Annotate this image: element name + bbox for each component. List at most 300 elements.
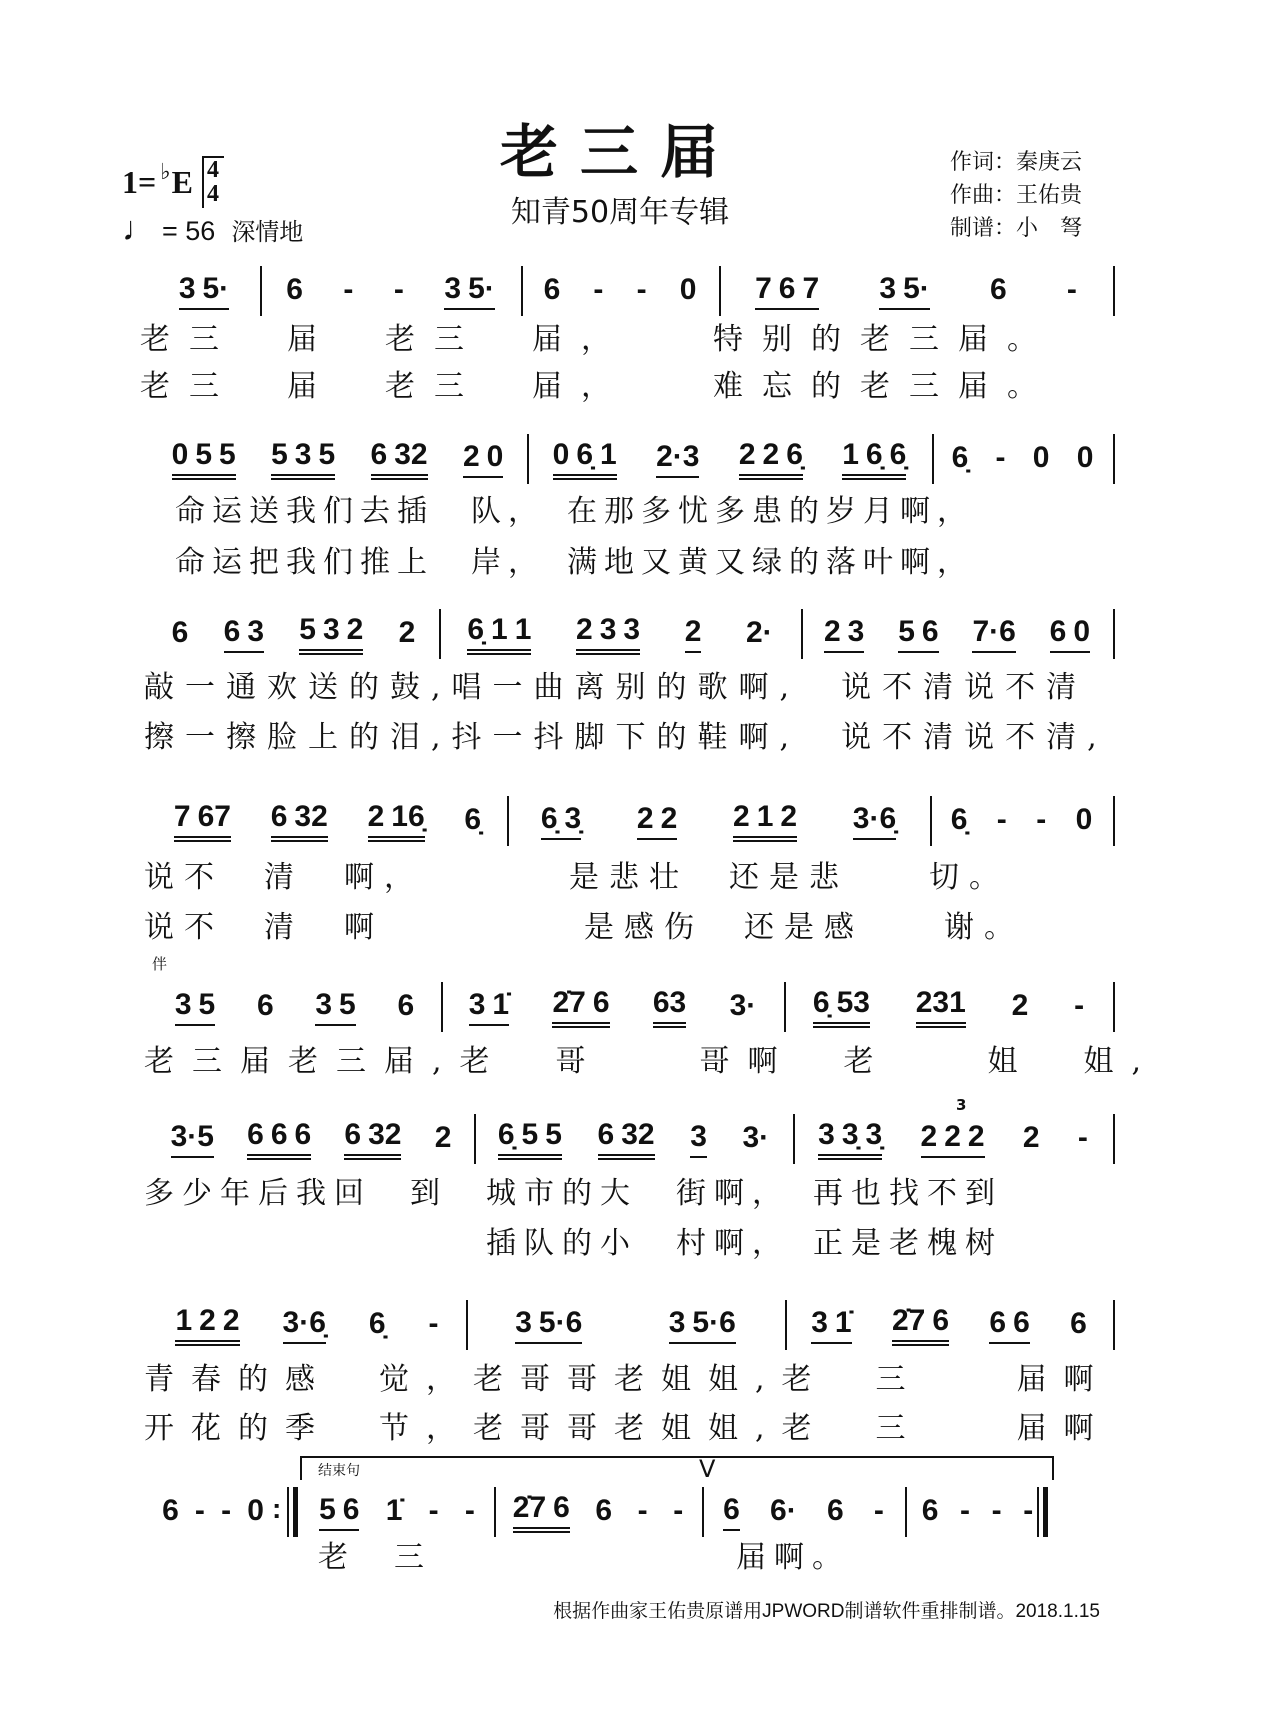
note: 2 [823,614,841,648]
note: 231 [915,985,966,1019]
note: 5· [202,271,230,305]
credit-arranger [950,212,1082,245]
note: 3· [742,1120,770,1154]
key-signature [122,158,219,206]
measure [507,798,930,844]
note-group [1076,804,1093,839]
note: 3 [178,271,196,305]
note: 5·6 [538,1305,583,1339]
note: 2 [944,1119,961,1153]
note: 2 [636,801,654,835]
note: 2 [462,439,480,473]
measure [702,1489,905,1535]
note: 7 [802,271,820,305]
beamed-note-group [972,616,1015,653]
beamed-note-group [553,439,617,480]
dash-extension: - [393,272,404,306]
note: 32 [621,1117,655,1151]
barline [1113,982,1115,1032]
dash-extension: - [194,1493,205,1527]
credit-name: 小 弩 [1016,216,1083,241]
note-group [1074,990,1084,1025]
note: 1 [600,437,617,471]
dash-extension: - [873,1493,884,1527]
beamed-note-group [299,614,363,655]
note: 0 [486,439,504,473]
credit-composer [950,179,1082,212]
beamed-note-group [842,439,906,480]
note: 5 [198,987,216,1021]
note-group [1067,274,1077,309]
note-group [429,1308,439,1343]
breath-mark: V [699,1455,716,1483]
note: 32 [394,437,428,471]
beamed-note-group [271,439,335,480]
note: 6 [1049,614,1067,648]
note: 1 [491,612,508,646]
barline [1113,609,1115,659]
lyric-line: 老三 届 老三 届， 特别的老三届。 [140,322,1056,357]
note: 3 [315,987,333,1021]
note: 6 [723,1492,740,1526]
ending-bracket [300,1456,1054,1480]
note: 6̣ [812,985,830,1019]
note: 5 [898,614,915,648]
note-group [593,274,603,309]
beamed-note-group [247,1119,311,1160]
note: 3 [879,271,897,305]
beamed-note-group [319,1494,359,1531]
lyric-line: 说不 清 啊， 是悲壮 还是悲 切。 [144,860,1009,895]
note-group [162,1495,179,1530]
note: 6 [256,988,274,1022]
note: 3 [811,1305,828,1339]
measure [527,436,932,482]
measure [474,1116,793,1162]
barline [1113,796,1115,846]
measure [930,798,1113,844]
note: 7·6 [972,614,1016,648]
accompaniment-label: 伴 [152,955,168,973]
lyric-line: 命运把我们推上 岸， 满地又黄又绿的落叶啊， [175,545,974,580]
lyric-line: 青春的感 觉，老哥哥老姐姐,老 三 届啊 [144,1362,1111,1397]
note: 6 [921,614,939,648]
subtitle: 知青50周年专辑 [510,195,730,230]
note: 6 [595,1493,613,1527]
barline [287,1487,289,1537]
beamed-note-group [898,616,938,653]
beamed-note-group [172,439,236,480]
note-group [343,274,353,309]
lyric-line: 老 三 届啊。 [318,1540,850,1575]
note: 5 [318,437,336,471]
note: 6· [770,1493,797,1527]
measure [148,611,439,657]
note: 6 [989,1305,1007,1339]
note-group [435,1122,452,1157]
note-group [992,1495,1002,1530]
note-group [996,442,1006,477]
measure [148,1489,278,1535]
note: 6 [592,985,610,1019]
note: 6 [921,1493,939,1527]
beamed-note-group [515,1307,582,1344]
note: 2 [576,612,593,646]
beamed-note-group [224,616,264,653]
lyric-line: 多少年后我回 到 城市的大 街啊， 再也找不到 [144,1176,1003,1211]
beamed-note-group [811,1307,851,1344]
dash-extension: - [1077,1120,1088,1154]
note: 2 [780,799,798,833]
note: 7 [173,799,191,833]
note: 63 [652,985,687,1019]
note: 6 [247,1117,264,1151]
note: 32 [294,799,328,833]
triplet-mark: 3 [956,1096,967,1114]
credit-name: 王佑贵 [1016,183,1083,208]
note: 3 [515,1305,532,1339]
note: 0 [171,437,189,471]
beamed-note-group [344,1119,401,1160]
note-group [247,1495,264,1530]
note-group [394,274,404,309]
beamed-note-group [824,616,864,653]
note: 1̇ [492,987,510,1021]
note: 3 [294,437,312,471]
dash-extension: - [960,1493,971,1527]
note: 6 [1013,1305,1030,1339]
flat-icon: ♭ [160,159,171,184]
staff-system [0,1302,1272,1348]
credit-label: 作词： [950,150,1017,175]
note: 2 [1011,988,1029,1022]
note: 6̣ [889,437,907,471]
note: 5 [271,437,288,471]
dash-extension: - [221,1493,232,1527]
beamed-note-group [175,989,215,1026]
note: 2 [920,1119,938,1153]
note: 2 [738,437,756,471]
beamed-note-group [174,801,231,842]
note: 6 [597,1117,615,1151]
measure [801,611,1113,657]
note: 6 [553,1490,570,1524]
dash-extension: - [464,1493,475,1527]
note: 6̣ [786,437,803,471]
note: 6̣ [540,801,558,835]
measure [148,1116,474,1162]
note-group [386,1495,403,1530]
note: 6 [223,614,241,648]
note-group [397,990,414,1025]
note: 2·3 [656,439,700,473]
dash-extension: - [1066,272,1077,306]
note: 53 [836,985,870,1019]
note: 2̇7 [512,1490,547,1524]
repeat-dots: : [272,1493,282,1524]
dash-extension: - [637,1493,648,1527]
beamed-note-group [690,1121,707,1158]
beamed-note-group [921,1121,985,1158]
beamed-note-group [892,1305,949,1346]
lyric-line: 老三 届 老三 届， 难忘的老三届。 [140,369,1056,404]
beamed-note-group [368,801,425,842]
note-group [1012,990,1029,1025]
note: 2 [684,614,702,648]
beamed-note-group [916,987,966,1028]
note: 5 [545,1117,562,1151]
beamed-note-group [175,1305,239,1346]
note-group [951,804,968,839]
note: 5· [903,271,930,305]
note-group [1070,1308,1087,1343]
beamed-note-group [1050,616,1090,653]
note: 0 [1075,802,1093,836]
measure [300,1489,494,1535]
note: 5· [468,271,495,305]
note-group [680,274,697,309]
measure [466,1302,785,1348]
note: 2 [434,1120,452,1154]
note-group [429,1495,439,1530]
beamed-note-group [498,1119,562,1160]
note: 2 [1022,1120,1040,1154]
note: 0 [1076,440,1094,474]
note: 6 [543,272,561,306]
beamed-note-group [755,273,819,310]
note: 3 [468,987,486,1021]
time-bottom: 4 [206,181,219,207]
dash-extension: - [996,802,1007,836]
staff-system [0,1116,1272,1162]
credit-name: 秦庚云 [1016,150,1083,175]
note-group [286,274,303,309]
tempo-marking [122,210,303,249]
note: 7 [755,271,772,305]
measure [905,1489,1050,1535]
note: 32 [368,1117,402,1151]
staff-system [0,611,1272,657]
note-group [1023,1122,1040,1157]
note: 6 [171,615,189,649]
beamed-note-group [879,273,929,310]
note: 5 [319,1492,336,1526]
note-group [1077,442,1094,477]
dash-extension: - [428,1306,439,1340]
measure [793,1116,1113,1162]
note-group [595,1495,612,1530]
note: 3·6̣ [852,801,897,835]
barline [1113,266,1115,316]
note: 5 [219,437,236,471]
key-note: E [171,163,193,200]
note: 6̣ [467,612,484,646]
credit-label: 作曲： [950,183,1017,208]
note-group [874,1495,884,1530]
note-group [221,1495,231,1530]
dash-extension: - [636,272,647,306]
note: 6 [344,1117,362,1151]
note: 1 [756,799,774,833]
credit-label: 制谱： [950,216,1017,241]
measure [521,268,719,314]
note: 6̣ [497,1117,515,1151]
note: 3 [623,612,641,646]
dash-extension: - [1074,988,1085,1022]
note: 5 [521,1117,539,1151]
note: 2 [199,1303,216,1337]
expression-mark: 深情地 [231,219,304,246]
beamed-note-group [315,989,355,1026]
note-group [637,274,647,309]
note: 6 [342,1492,360,1526]
note: 6 [270,799,288,833]
note-group [922,1495,939,1530]
note: 3 [818,1117,835,1151]
note-group [1036,804,1046,839]
note-group [399,617,416,652]
note: 3̣ [564,801,582,835]
note-group [544,274,561,309]
credit-lyricist [950,146,1082,179]
beamed-note-group [271,801,328,842]
note: 5 [195,437,213,471]
note: 6̣ [865,437,883,471]
measure [441,984,784,1030]
note: 6 [294,1117,312,1151]
note-group [730,990,757,1025]
note: 3· [729,988,757,1022]
lyric-line: 开花的季 节，老哥哥老姐姐,老 三 届啊 [144,1411,1111,1446]
beamed-note-group [723,1494,740,1531]
beamed-note-group [444,273,494,310]
note: 2̇7 [552,985,586,1019]
note: 2 [346,612,364,646]
beamed-note-group [733,801,797,842]
barline [1113,1114,1115,1164]
note-group [743,1122,770,1157]
note-group [257,990,274,1025]
note-group [465,1495,475,1530]
measure [439,611,801,657]
beamed-note-group [513,1492,570,1533]
dash-extension: - [593,272,604,306]
lyric-line: 插队的小 村啊， 正是老槐树 [144,1226,1003,1261]
song-title: 老三届 [499,118,740,186]
ending-label: 结束句 [318,1463,360,1479]
staff-system [0,268,1272,314]
note-group [464,804,481,839]
beamed-note-group [739,439,803,480]
note: 1 [514,612,532,646]
measure [148,268,260,314]
note: 6 [1070,1306,1087,1340]
beamed-note-group [818,1119,882,1160]
note: 0 [679,272,697,306]
note: 5 [339,987,356,1021]
beamed-note-group [469,989,509,1026]
note: 2 [660,801,678,835]
note: 3 [668,1305,686,1339]
time-signature [207,158,219,206]
beamed-note-group [283,1307,326,1344]
note: 16̣ [391,799,425,833]
note: 0 [1073,614,1091,648]
lyric-line: 说不 清 啊 是感伤 还是感 谢。 [144,910,1024,945]
repeat-end-barline [293,1487,298,1537]
beamed-note-group [853,803,896,840]
note: 3·6̣ [282,1305,326,1339]
note: 3 [247,614,264,648]
footer-note: 根据作曲家王佑贵原谱用JPWORD制谱软件重排制谱。2018.1.15 [553,1601,1100,1622]
measure [785,1302,1113,1348]
measure [148,436,527,482]
note-group [960,1495,970,1530]
staff-system [0,798,1272,844]
credits [950,146,1082,245]
measure [148,798,507,844]
beamed-note-group [598,1119,655,1160]
note-group [673,1495,683,1530]
note: 3·5 [170,1119,214,1153]
note: 2· [746,615,773,649]
beamed-note-group [463,441,503,478]
beamed-note-group [541,803,581,840]
staff-system [0,984,1272,1030]
final-barline [1043,1487,1048,1537]
beamed-note-group [171,1121,214,1158]
beamed-note-group [179,273,229,310]
dash-extension: - [673,1493,684,1527]
note-group [369,1308,386,1343]
measure [932,436,1113,482]
note: 6̣ [950,802,968,836]
note: 3 [174,987,192,1021]
tempo-value: = 56 [162,216,216,246]
note: 2 [222,1303,240,1337]
note: 3̣ [841,1117,859,1151]
note: 3 [847,614,865,648]
note: 2 [762,437,780,471]
measure [148,984,441,1030]
quarter-note-icon: ♩ [122,210,156,248]
note-group [746,617,773,652]
dash-extension: - [1023,1493,1034,1527]
key-prefix: 1= [122,163,157,200]
note-group [827,1495,844,1530]
note: 0 [1032,440,1050,474]
beamed-note-group [552,987,609,1028]
note: 1 [842,437,859,471]
measure [494,1489,702,1535]
note-group [997,804,1007,839]
note: 6 [370,437,388,471]
note: 3 [690,1119,707,1153]
note: 2 [967,1119,985,1153]
beamed-note-group [813,987,870,1028]
note: 3 [444,271,462,305]
note: 6̣ [464,802,482,836]
beamed-note-group [653,987,686,1028]
note: 5·6 [692,1305,736,1339]
measure [784,984,1113,1030]
note: 6 [778,271,796,305]
beamed-note-group [371,439,428,480]
note: 6 [989,272,1007,306]
beamed-note-group [656,441,699,478]
fraction-bar [202,156,224,208]
note: 6̣ [576,437,594,471]
